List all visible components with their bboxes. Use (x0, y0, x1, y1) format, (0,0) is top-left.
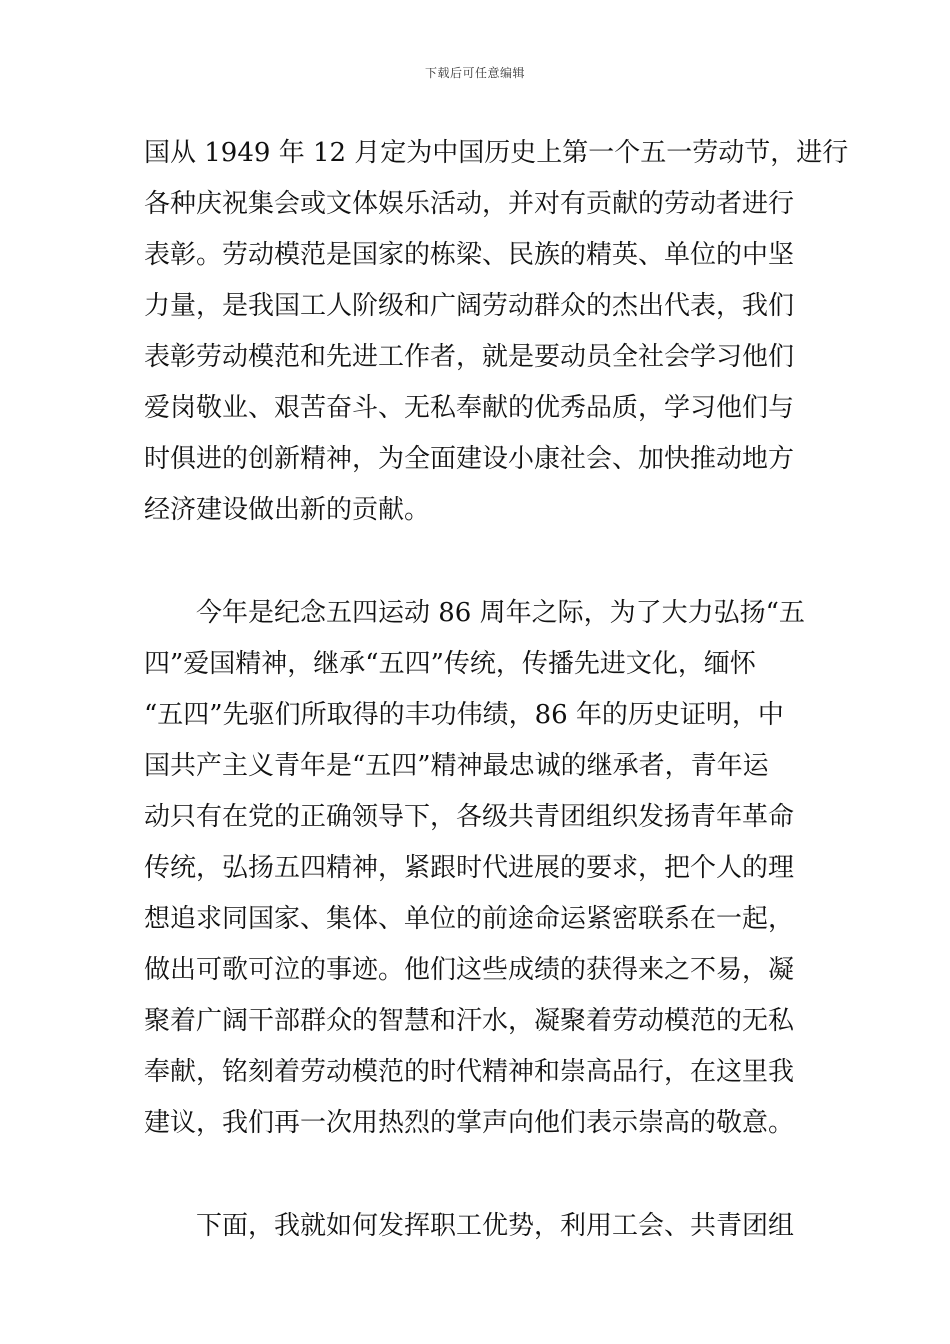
paragraph-spacer (144, 1149, 812, 1201)
text-line: 四”爱国精神，继承“五四”传统，传播先进文化，缅怀 (144, 649, 756, 679)
text-line: 传统，弘扬五四精神，紧跟时代进展的要求，把个人的理 (144, 853, 795, 883)
paragraph-spacer (144, 536, 812, 588)
document-body (144, 128, 849, 1252)
text-line: 表彰。劳动模范是国家的栋梁、民族的精英、单位的中坚 (144, 240, 795, 270)
text-line: 经济建设做出新的贡献。 (144, 495, 431, 525)
text-line: 表彰劳动模范和先进工作者，就是要动员全社会学习他们 (144, 342, 795, 372)
text-line-first: 下面，我就如何发挥职工优势，利用工会、共青团组 (196, 1211, 795, 1241)
text-line: 做出可歌可泣的事迹。他们这些成绩的获得来之不易，凝 (144, 955, 795, 985)
text-line: 建议，我们再一次用热烈的掌声向他们表示崇高的敬意。 (144, 1108, 795, 1138)
text-line: 国共产主义青年是“五四”精神最忠诚的继承者，青年运 (144, 751, 769, 781)
paragraph-3 (144, 1201, 812, 1252)
text-line: 动只有在党的正确领导下，各级共青团组织发扬青年革命 (144, 802, 795, 832)
page-header-note: 下载后可任意编辑 (424, 66, 525, 80)
text-line: 时俱进的创新精神，为全面建设小康社会、加快推动地方 (144, 444, 795, 474)
text-line: 奉献，铭刻着劳动模范的时代精神和崇高品行，在这里我 (144, 1057, 795, 1087)
text-line: 想追求同国家、集体、单位的前途命运紧密联系在一起， (144, 904, 795, 934)
text-line: 国从 1949 年 12 月定为中国历史上第一个五一劳动节，进行 (144, 138, 849, 168)
paragraph-1 (144, 128, 849, 536)
text-line: 各种庆祝集会或文体娱乐活动，并对有贡献的劳动者进行 (144, 189, 795, 219)
text-line: 聚着广阔干部群众的智慧和汗水，凝聚着劳动模范的无私 (144, 1006, 795, 1036)
text-line: “五四”先驱们所取得的丰功伟绩，86 年的历史证明，中 (144, 700, 784, 730)
paragraph-2 (144, 588, 812, 1149)
text-line: 力量，是我国工人阶级和广阔劳动群众的杰出代表，我们 (144, 291, 795, 321)
text-line-first: 今年是纪念五四运动 86 周年之际，为了大力弘扬“五 (196, 598, 805, 628)
text-line: 爱岗敬业、艰苦奋斗、无私奉献的优秀品质，学习他们与 (144, 393, 795, 423)
